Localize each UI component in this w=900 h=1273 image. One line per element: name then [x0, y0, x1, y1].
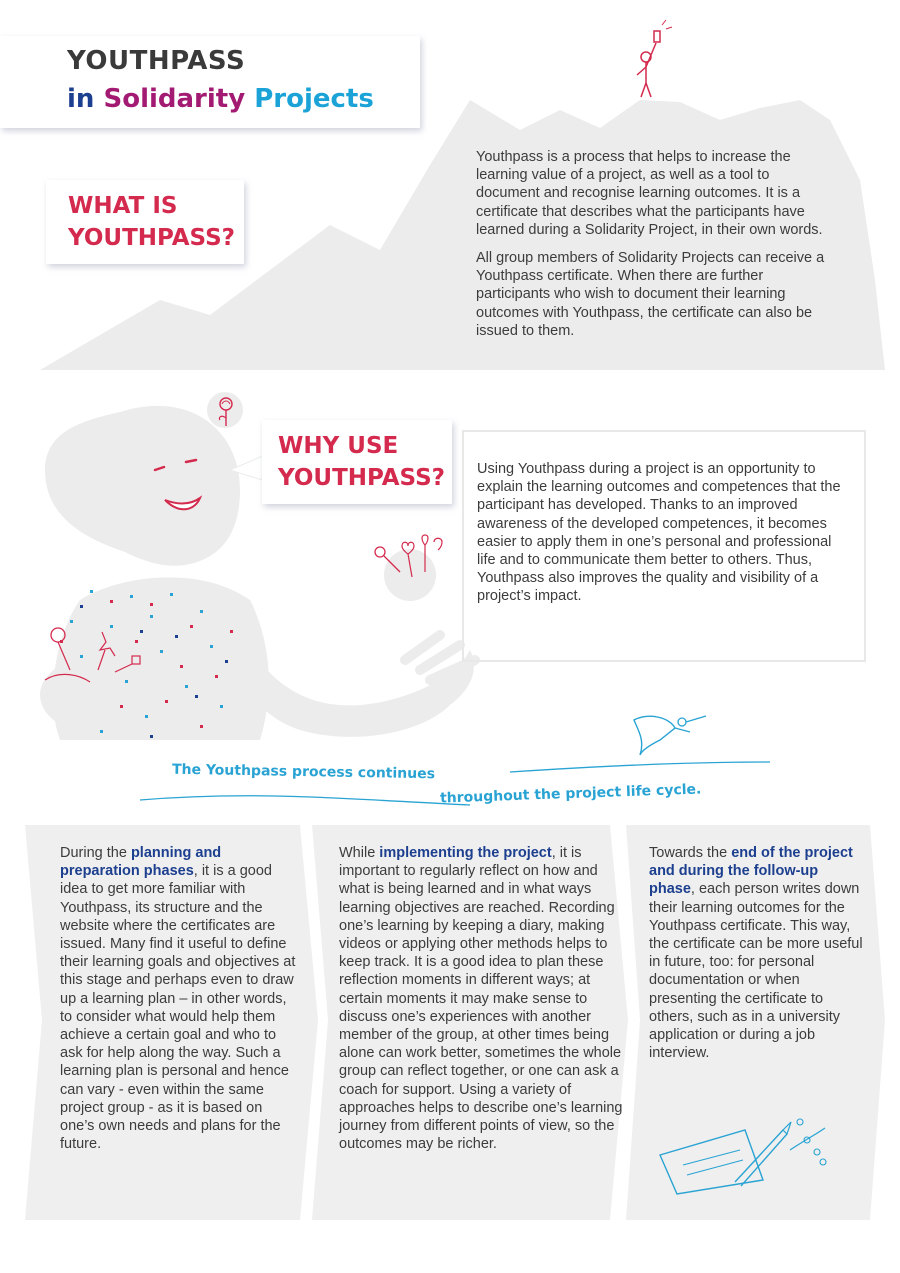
subtitle-in: in [67, 84, 95, 114]
why-use-heading [278, 430, 445, 494]
what-is-paragraph-1: Youthpass is a process that helps to increase the learning value of a project, as well as a tool to document and recognise learning outcomes. It is a certificate that describes what the participants have learned during a Solidarity Project, in their own words. [476, 149, 823, 238]
what-is-heading-line2: YOUTHPASS? [68, 225, 235, 251]
subtitle-solidarity: Solidarity [103, 84, 246, 114]
certificate-and-pen-icon [655, 1110, 830, 1195]
person-holding-phone-icon [628, 15, 678, 100]
flying-superhero-icon [630, 710, 710, 760]
person-head [45, 406, 240, 566]
face-features [150, 450, 210, 530]
wavy-line-right [510, 762, 770, 772]
end-text-start: Towards the [649, 845, 732, 861]
what-is-heading [68, 190, 235, 254]
keys-and-hearts-icon [372, 532, 452, 607]
shirt-pattern [50, 585, 260, 745]
what-is-heading-line1: WHAT IS [68, 193, 178, 219]
page-subtitle [67, 84, 374, 114]
implementing-text-start: While [339, 845, 380, 861]
process-line-1: The Youthpass process continues [171, 761, 436, 783]
why-use-heading-card [262, 420, 452, 504]
implementing-column [339, 844, 624, 1153]
planning-text-start: During the [60, 845, 131, 861]
what-is-heading-card [46, 180, 244, 264]
implementing-text-rest: , it is important to regularly reflect on how and what is being learned and in what ways learning objectives are reached. Recording one’s learning by keeping a diary, making videos or applying other methods helps to keep track. It is a good idea to plan these reflection moments in different ways; at certain moments it may make sense to discuss one’s experiences with another member of the group, at other times being alone can work better, sometimes the whole group can reflect together, or one can ask a coach for support. Using a variety of approaches helps to describe one’s learning journey from different points of view, so the outcomes may be richer. [339, 845, 623, 1153]
planning-highlight: planning and preparation phases [60, 845, 222, 880]
why-use-paragraph: Using Youthpass during a project is an opportunity to explain the learning outcomes and competences that the participant has developed. Thanks to an improved awareness of the developed competences, it becomes easier to apply them in one’s personal and professional life and to communicate them better to others. Thus, Youthpass also improves the quality and visibility of a project’s impact. [477, 461, 841, 605]
what-is-paragraph-2: All group members of Solidarity Projects can receive a Youthpass certificate. When there are further participants who wish to document their learning outcomes with Youthpass, the certificate can also be issued to them. [476, 250, 825, 339]
rose-icon [212, 392, 240, 430]
end-highlight: end of the project and during the follow-up phase [649, 845, 853, 898]
wavy-line-left [140, 796, 470, 805]
planning-column [60, 844, 296, 1153]
end-text-rest: , each person writes down their learning outcomes for the Youthpass certificate. This way, the certificate can be more useful in future, too: for personal documentation or when presenting the certificate to others, such as in a university application or during a job interview. [649, 881, 863, 1062]
page-title: YOUTHPASS [67, 46, 246, 76]
why-use-heading-line1: WHY USE [278, 433, 399, 459]
planning-text-rest: , it is a good idea to get more familiar with Youthpass, its structure and the website where the certificates are issued. Many find it useful to define their learning goals and objectives at this stage and perhaps even to draw up a learning plan – in other words, to consider what would help them achieve a certain goal and who to ask for help along the way. Such a learning plan is personal and hence can vary - even within the same project group - as it is based on one’s own needs and plans for the future. [60, 863, 296, 1153]
why-use-heading-line2: YOUTHPASS? [278, 465, 445, 491]
subtitle-projects: Projects [254, 84, 374, 114]
end-column [649, 844, 864, 1062]
what-is-text [476, 148, 836, 350]
why-use-text [477, 460, 853, 616]
implementing-highlight: implementing the project [379, 845, 552, 861]
process-line-2: throughout the project life cycle. [439, 781, 702, 807]
